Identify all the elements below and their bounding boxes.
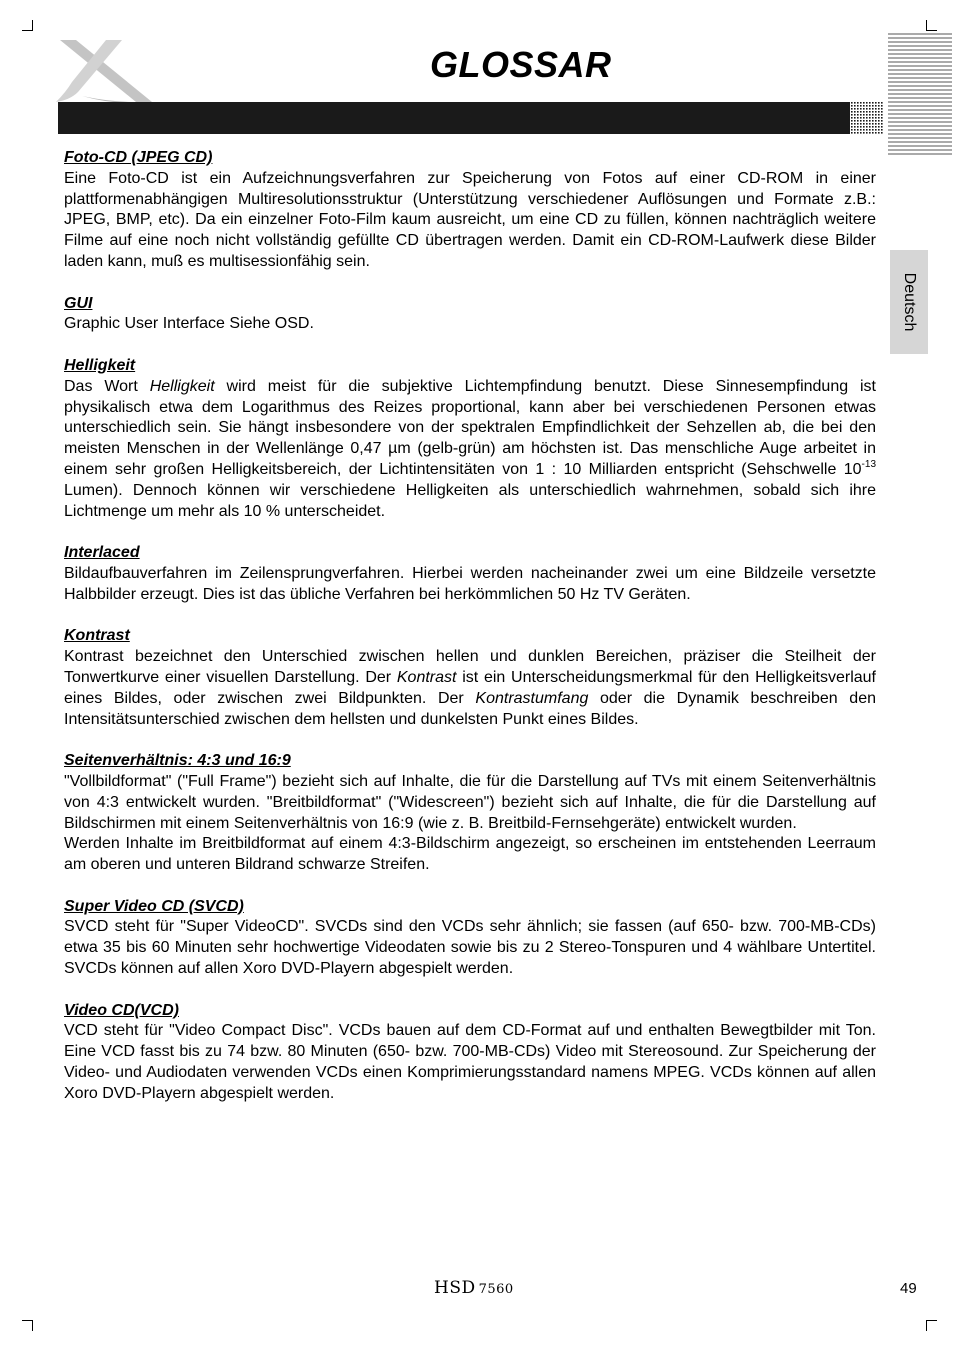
glossary-entry bbox=[64, 1001, 876, 1105]
glossary-entry bbox=[64, 897, 876, 980]
glossary-entry bbox=[64, 543, 876, 605]
glossary-content bbox=[64, 148, 876, 1125]
glossary-definition: Kontrast bezeichnet den Unterschied zwischen hellen und dunklen Bereichen, präziser die Steilheit der Tonwertkurve einer visuellen Darstellung. Der Kontrast ist ein Unterscheidungsmerkmal für den Helligkeitsverlauf eines Bildes, oder zwischen zwei Bildpunkten. Der Kontrastumfang oder die Dynamik beschreiben den Intensitätsunterschied zwischen dem hellsten und dunkelsten Punkt eines Bildes. bbox=[64, 648, 877, 728]
glossary-entry bbox=[64, 294, 876, 336]
glossary-term: Foto-CD (JPEG CD) bbox=[64, 149, 213, 166]
crop-mark-bottom-left bbox=[22, 1320, 33, 1331]
glossary-entry bbox=[64, 751, 876, 876]
glossary-term: Interlaced bbox=[64, 544, 140, 562]
glossary-definition-continued: Werden Inhalte im Breitbildformat auf einem 4:3-Bildschirm angezeigt, so erscheinen im entstehenden Leerraum am oberen und unteren Bildrand schwarze Streifen. bbox=[64, 835, 876, 874]
glossary-term: Helligkeit bbox=[64, 356, 136, 374]
glossary-term: Super Video CD (SVCD) bbox=[64, 897, 244, 915]
page-number: 49 bbox=[900, 1280, 917, 1297]
glossary-definition: Graphic User Interface Siehe OSD. bbox=[64, 315, 314, 333]
glossary-definition: "Vollbildformat" ("Full Frame") bezieht sich auf Inhalte, die für die Darstellung auf TVs mit einem Seitenverhältnis von 4:3 entwickelt wurden. "Breitbildformat" ("Widescreen") bezieht sich auf Inhalte, die für die Darstellung auf Bildschirmen mit einem Seitenverhältnis von 16:9 (wie z. B. Breitbild-Fernsehgeräte) entwickelt wurden. bbox=[64, 772, 876, 832]
crop-mark-top-left bbox=[22, 20, 33, 31]
xoro-logo-icon bbox=[52, 36, 162, 106]
glossary-definition: SVCD steht für "Super VideoCD". SVCDs sind den VCDs sehr ähnlich; sie fassen (auf 650- bzw. 700-MB-CDs) etwa 35 bis 60 Minuten sehr hochwertige Videodaten sowie bis zu 2 Stereo-Tonspuren und 4 wählbare Untertitel. SVCDs können auf allen Xoro DVD-Playern abgespielt werden. bbox=[64, 918, 876, 978]
glossary-term: Seitenverhältnis: 4:3 und 16:9 bbox=[64, 752, 291, 770]
crop-mark-bottom-right bbox=[926, 1320, 937, 1331]
glossary-term: GUI bbox=[64, 294, 93, 312]
glossary-entry bbox=[64, 148, 876, 273]
footer-model-name: HSD 7560 bbox=[434, 1278, 514, 1298]
glossary-definition: Das Wort Helligkeit wird meist für die subjektive Lichtempfindung benutzt. Diese Sinnesempfindung ist physikalisch etwa dem Logarithmus des Reizes proportional, kann aber bei verschiedenen Personen etwas unterschiedlich sein. Sie hängt insbesondere von der spektralen Empfindlichkeit der Sehzellen ab, die bei den meisten Menschen in der Wellenlänge 0,47 µm (gelb-grün) am höchsten ist. Das menschliche Auge arbeitet in einem sehr großen Helligkeitsbereich, der Lichtintensitäten von 1 : 10 Milliarden entspricht (Sehschwelle $10^{-13}$ Lumen). Dennoch können wir verschiedene Helligkeiten als unterschiedlich wahrnehmen, sobald sich ihre Lichtmenge um mehr als 10 % unterscheidet. bbox=[64, 377, 877, 520]
glossary-definition: Eine Foto-CD ist ein Aufzeichnungsverfahren zur Speicherung von Fotos auf einer CD-ROM in einer plattformenabhängigen Multiresolutionsstruktur (Unterstützung verschiedener Auflösungen und Formate z.B.: JPEG, BMP, etc). Da ein einzelner Foto-Film kaum ausreicht, um eine CD zu füllen, können nachträglich weitere Filme auf eine noch nicht vollständig gefüllte CD übertragen werden. Damit ein CD-ROM-Laufwerk diese Bilder laden kann, muß es multisessionfähig sein. bbox=[64, 169, 876, 270]
crop-mark-top-right bbox=[926, 20, 937, 31]
glossary-entry bbox=[64, 626, 876, 730]
title-bar-dot-pattern bbox=[836, 102, 884, 134]
glossary-definition: Bildaufbauverfahren im Zeilensprungverfahren. Hierbei werden nacheinander zwei um eine Bildzeile versetzte Halbbilder erzeugt. Dies ist das übliche Verfahren bei herkömmlichen 50 Hz TV Geräten. bbox=[64, 564, 876, 603]
glossary-entry bbox=[64, 356, 876, 522]
glossary-term: Video CD(VCD) bbox=[64, 1001, 179, 1019]
glossary-definition: VCD steht für "Video Compact Disc". VCDs bauen auf dem CD-Format auf und enthalten Bewegtbilder mit Ton. Eine VCD fasst bis zu 74 bzw. 80 Minuten (650- bzw. 700-MB-CDs) Video mit Stereosound. Zur Speicherung der Video- und Audiodaten verwenden VCDs einen Komprimierungsstandard namens MPEG. VCDs können auf allen Xoro DVD-Playern abgespielt werden. bbox=[64, 1022, 876, 1102]
title-bar bbox=[58, 102, 848, 134]
glossary-term: Kontrast bbox=[64, 627, 130, 645]
page-title: GLOSSAR bbox=[430, 44, 612, 85]
language-tab bbox=[890, 250, 928, 354]
language-tab-label: Deutsch bbox=[901, 272, 918, 332]
side-stripes-decoration bbox=[888, 32, 952, 156]
